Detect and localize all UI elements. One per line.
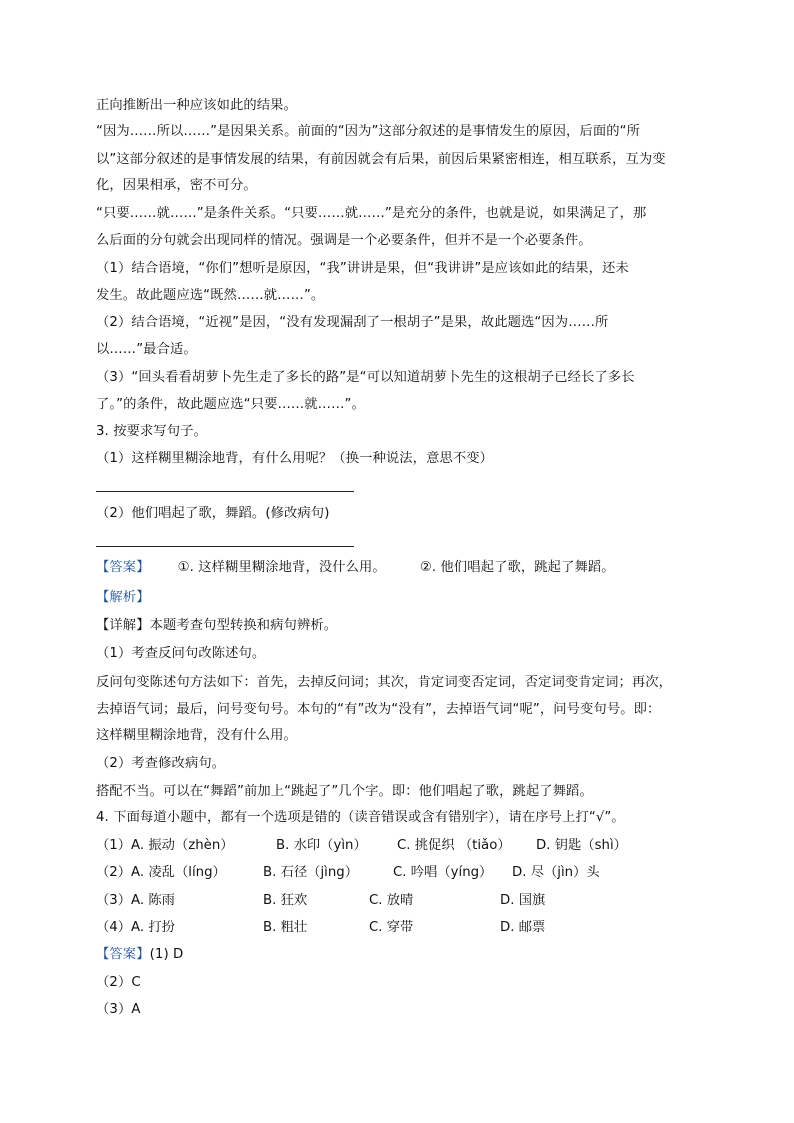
question-heading: 4. 下面每道小题中，都有一个选项是错的（读音错误或含有错别字），请在序号上打“√”。	[96, 810, 625, 825]
text-line: 去掉语气词；最后，问号变句号。本句的“有”改为“没有”，去掉语气词“呢”，问号变句号。即：	[96, 702, 661, 717]
option-c: C. 挑促织 （tiǎo）	[397, 838, 511, 853]
text-line: “只要……就……”是条件关系。“只要……就……”是充分的条件，也就是说，如果满足了，那	[96, 206, 647, 221]
text-line: 这样糊里糊涂地背，没有什么用。	[96, 728, 297, 743]
text-line: 了。”的条件，故此题应选“只要……就……”。	[96, 397, 365, 412]
text-line: （3）“回头看看胡萝卜先生走了多长的路”是“可以知道胡萝卜先生的这根胡子已经长了多长	[96, 370, 635, 385]
answer-tag: 【答案】	[96, 947, 150, 962]
answer-item: ①. 这样糊里糊涂地背，没什么用。	[177, 560, 386, 575]
detail-tag: 【详解】	[96, 618, 150, 633]
option-a: （2）A. 凌乱（líng）	[96, 865, 226, 880]
option-b: B. 粗壮	[263, 920, 308, 935]
answer-blank-line	[96, 491, 354, 492]
option-d: D. 钥匙（shì）	[536, 838, 627, 853]
option-a: （1）A. 振动（zhèn）	[96, 838, 234, 853]
answer-line: （2）C	[96, 975, 141, 990]
option-a: （3）A. 陈雨	[96, 893, 175, 908]
text-line: 以……”最合适。	[96, 342, 197, 357]
option-c: C. 放晴	[369, 893, 414, 908]
answer-line: （3）A	[96, 1002, 141, 1017]
answer-line: 【答案】(1) D	[96, 947, 184, 962]
detail-line: 【详解】本题考查句型转换和病句辨析。	[96, 618, 338, 633]
text-line: 正向推断出一种应该如此的结果。	[96, 98, 297, 113]
analysis-tag: 【解析】	[96, 590, 150, 605]
option-d: D. 国旗	[500, 893, 546, 908]
text-line: （2）考查修改病句。	[96, 756, 226, 771]
text-line: 化，因果相承，密不可分。	[96, 178, 257, 193]
text-line: （2）结合语境，“近视”是因，“没有发现漏刮了一根胡子”是果，故此题选“因为……所	[96, 315, 609, 330]
option-b: B. 狂欢	[263, 893, 308, 908]
answer-tag: 【答案】	[96, 560, 150, 575]
question-item: （1）这样糊里糊涂地背，有什么用呢？（换一种说法，意思不变）	[96, 451, 494, 466]
text-line: 么后面的分句就会出现同样的情况。强调是一个必要条件，但并不是一个必要条件。	[96, 233, 592, 248]
text-line: “因为……所以……”是因果关系。前面的“因为”这部分叙述的是事情发生的原因，后面的“所	[96, 124, 641, 139]
option-a: （4）A. 打扮	[96, 920, 175, 935]
answer-line	[96, 558, 706, 578]
text-line: 以”这部分叙述的是事情发展的结果，有前因就会有后果，前因后果紧密相连，相互联系，互为变	[96, 152, 666, 167]
option-c: C. 穿带	[369, 920, 414, 935]
option-b: B. 石径（jìng）	[263, 865, 359, 880]
option-d: D. 邮票	[500, 920, 546, 935]
question-item: （2）他们唱起了歌，舞蹈。(修改病句)	[96, 506, 330, 521]
text-line: （1）考查反问句改陈述句。	[96, 646, 266, 661]
question-heading: 3. 按要求写句子。	[96, 424, 207, 439]
text-line: （1）结合语境，“你们”想听是原因，“我”讲讲是果，但“我讲讲”是应该如此的结果，还未	[96, 261, 629, 276]
option-b: B. 水印（yìn）	[276, 838, 367, 853]
text-line: 搭配不当。可以在“舞蹈”前加上“跳起了”几个字。即：他们唱起了歌，跳起了舞蹈。	[96, 784, 593, 799]
text-line: 发生。故此题应选“既然……就……”。	[96, 288, 325, 303]
answer-item: ②. 他们唱起了歌，跳起了舞蹈。	[419, 560, 615, 575]
option-d: D. 尽（jìn）头	[512, 865, 600, 880]
option-c: C. 吟唱（yíng）	[393, 865, 493, 880]
text-line: 反问句变陈述句方法如下：首先，去掉反问词；其次，肯定词变否定词，否定词变肯定词；再次，	[96, 675, 673, 690]
answer-blank-line	[96, 546, 354, 547]
